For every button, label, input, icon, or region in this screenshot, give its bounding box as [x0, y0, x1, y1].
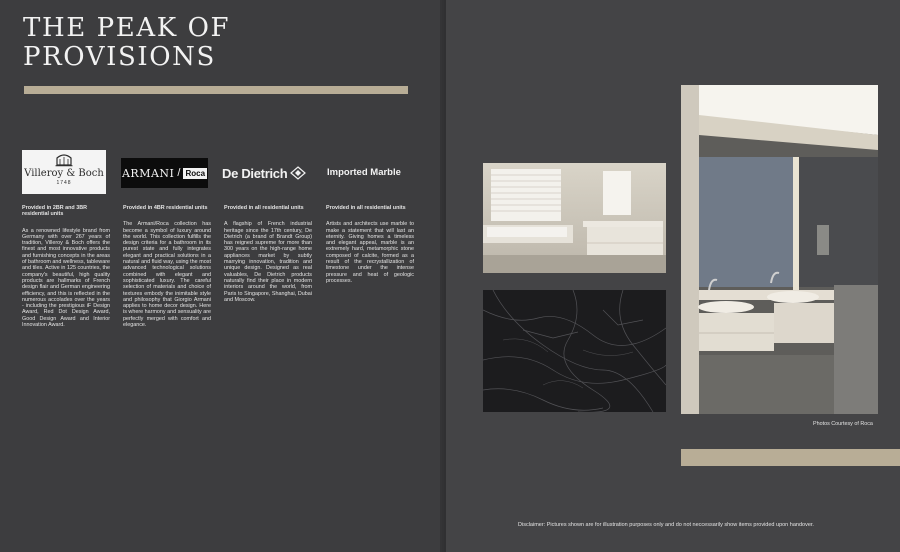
bathroom-photo-large [681, 85, 878, 414]
left-page [0, 0, 446, 552]
photo-credit: Photos Courtesy of Roca [813, 421, 873, 427]
column-body: A flagship of French industrial heritage since the 17th century, De Dietrich (a brand of Brandt Group) has reigned supreme for more than 300 years on the high-range home appliances market by subtly marrying innovation, tradition and unique design. Designed as real valuables, De Dietrich products naturally find their place in modern interiors around the world, from Paris to Singapore, Shanghai, Dubai and Moscow. [224, 221, 312, 303]
de-dietrich-emblem-icon [290, 166, 306, 180]
de-dietrich-logo [222, 164, 314, 182]
column-heading: Provided in all residential units [326, 205, 406, 211]
bathroom-photo-small [483, 163, 666, 273]
villeroy-boch-year: 1748 [56, 180, 72, 186]
column-body: As a renowned lifestyle brand from Germany with over 267 years of tradition, Villeroy & Boch offers the finest and most innovative products and furnishing concepts in the areas of bathroom and wellness, tableware and tiles. Active in 125 countries, the company's beautiful, high quality products are hallmarks of French design flair and German engineering efficiency, and this is reflected in the numerous accolades over the years - including the prestigious iF Design Award, Red Dot Design Award, Good Design Award and Interior Innovation Award. [22, 227, 110, 329]
column-heading: Provided in 2BR and 3BR residential units [22, 205, 87, 218]
column-dedietrich [224, 205, 312, 303]
column-body: The Armani/Roca collection has become a symbol of luxury around the world. This collection fulfills the design criteria for a bathroom in its purest state and fully integrates elegant and practical solutions in a natural and fluid way, using the most advanced technological solutions combined with elegant and sophisticated luxury. The careful selection of materials and choice of textures embody the inimitable style and philosophy that Giorgio Armani applies to home decor design. Here is where harmony and sensuality are perfectly merged with comfort and elegance. [123, 221, 211, 329]
imported-marble-label: Imported Marble [327, 167, 401, 178]
vanity-illustration [681, 85, 878, 414]
armani-wordmark: ARMANI [121, 166, 175, 180]
page-title: THE PEAK OF PROVISIONS [23, 13, 231, 72]
column-villeroy [22, 205, 110, 328]
logo-separator: / [177, 167, 181, 179]
gold-divider-bottom [681, 449, 900, 466]
armani-roca-logo [121, 158, 208, 188]
bathroom-illustration [483, 163, 666, 273]
crown-icon [55, 153, 73, 167]
de-dietrich-wordmark: De Dietrich [222, 165, 288, 181]
roca-wordmark: Roca [185, 168, 206, 178]
marble-photo [483, 290, 666, 412]
column-heading: Provided in all residential units [224, 205, 304, 211]
villeroy-boch-name: Villeroy & Boch [24, 168, 104, 179]
right-page [446, 0, 900, 552]
column-armani [123, 205, 211, 328]
gold-divider-top [24, 86, 408, 94]
marble-texture [483, 290, 666, 412]
villeroy-boch-logo [22, 150, 106, 194]
disclaimer: Disclaimer: Pictures shown are for illustration purposes only and do not neccessarily show items provided upon handover. [518, 522, 814, 528]
column-heading: Provided in 4BR residential units [123, 205, 208, 211]
column-marble [326, 205, 414, 284]
column-body: Artists and architects use marble to make a statement that will last an eternity. Giving homes a timeless and elegant appeal, marble is an extremely hard, metamorphic stone composed of calcite, formed as a result of the recrystallization of limestone under the intense pressure and heat of geologic processes. [326, 221, 414, 284]
